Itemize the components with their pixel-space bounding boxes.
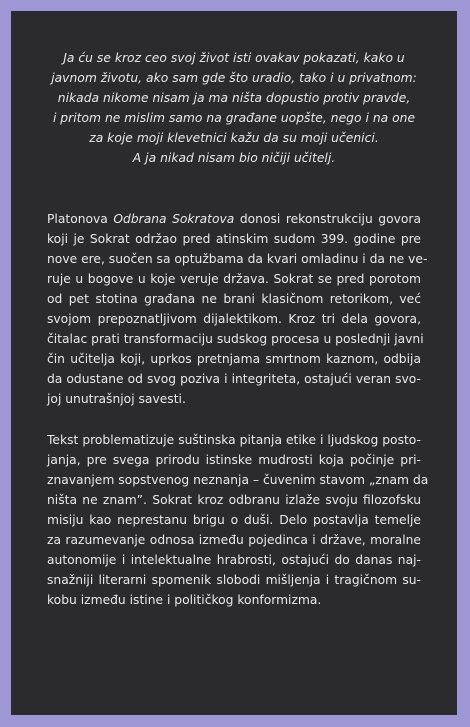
paragraph-line: autonomije i intelektualne hrabrosti, ostajući do danas naj- [47, 553, 421, 568]
paragraph-line: svojom prepoznatljivom dijalektikom. Kroz tri dela govora, [47, 312, 421, 327]
paragraph-line: Tekst problematizuje suštinska pitanja etike i ljudskog posto- [47, 432, 421, 447]
quote-line: nikada nikome nisam ja ma ništa dopustio protiv pravde, [57, 91, 411, 106]
paragraph-line: nove ere, suočen sa optužbama da kvari omladinu i da ne ve- [47, 251, 428, 266]
paragraph-line: od pet stotina građana ne brani klasičnom retorikom, već [47, 291, 421, 306]
paragraph-line: ruje u bogove u koje veruje država. Sokrat se pred porotom [47, 271, 421, 286]
paragraph-line: da odustane od svog poziva i integriteta, ostajući veran svo- [47, 372, 421, 387]
paragraph-line: čin učitelja koji, uprkos pretnjama smrtnom kaznom, odbija [47, 352, 421, 367]
book-title: Odbrana Sokratova [113, 211, 235, 226]
paragraph-line: snažniji literarni spomenik slobodi mišljenja i tragičnom su- [47, 573, 421, 588]
paragraph-line: čitalac prati transformaciju sudskog procesa u poslednji javni [47, 332, 424, 347]
paragraph-text: Platonova [47, 211, 114, 226]
description-paragraph-1 [47, 209, 428, 410]
paragraph-line: janja, pre svega prirodu istinske mudrosti koja počinje pri- [47, 452, 421, 467]
paragraph-text: donosi rekonstrukciju govora [234, 211, 421, 226]
paragraph-line: ništa ne znam”. Sokrat kroz odbranu izlaže svoju filozofsku [47, 492, 421, 507]
paragraph-line: misiju kao neprestanu brigu o duši. Delo postavlja temelje [47, 512, 421, 527]
paragraph-line: joj unutrašnjoj savesti. [47, 392, 186, 407]
paragraph-line: znavanjem sopstvenog neznanja – čuvenim stavom „znam da [47, 472, 429, 487]
quote-line: Ja ću se kroz ceo svoj život isti ovakav pokazati, kako u [63, 51, 405, 65]
paragraph-line: kobu između istine i političkog konformizma. [47, 593, 322, 608]
quote-line: A ja nikad nisam bio ničiji učitelj. [132, 151, 336, 166]
quote-line: za koje moji klevetnici kažu da su moji učenici. [89, 131, 379, 146]
paragraph-line: za razumevanje odnosa između pojedinca i države, moralne [47, 532, 421, 547]
quote-line: i pritom ne mislim samo na građane uopšte, nego i na one [52, 111, 416, 126]
quote-line: javnom životu, ako sam gde što uradio, tako i u privatnom: [51, 71, 417, 86]
epigraph-quote [47, 48, 421, 169]
paragraph-line [47, 209, 421, 229]
paragraph-line: koji je Sokrat održao pred atinskim sudom 399. godine pre [47, 231, 421, 246]
description-paragraph-2 [47, 430, 429, 611]
back-cover-panel [11, 11, 457, 715]
